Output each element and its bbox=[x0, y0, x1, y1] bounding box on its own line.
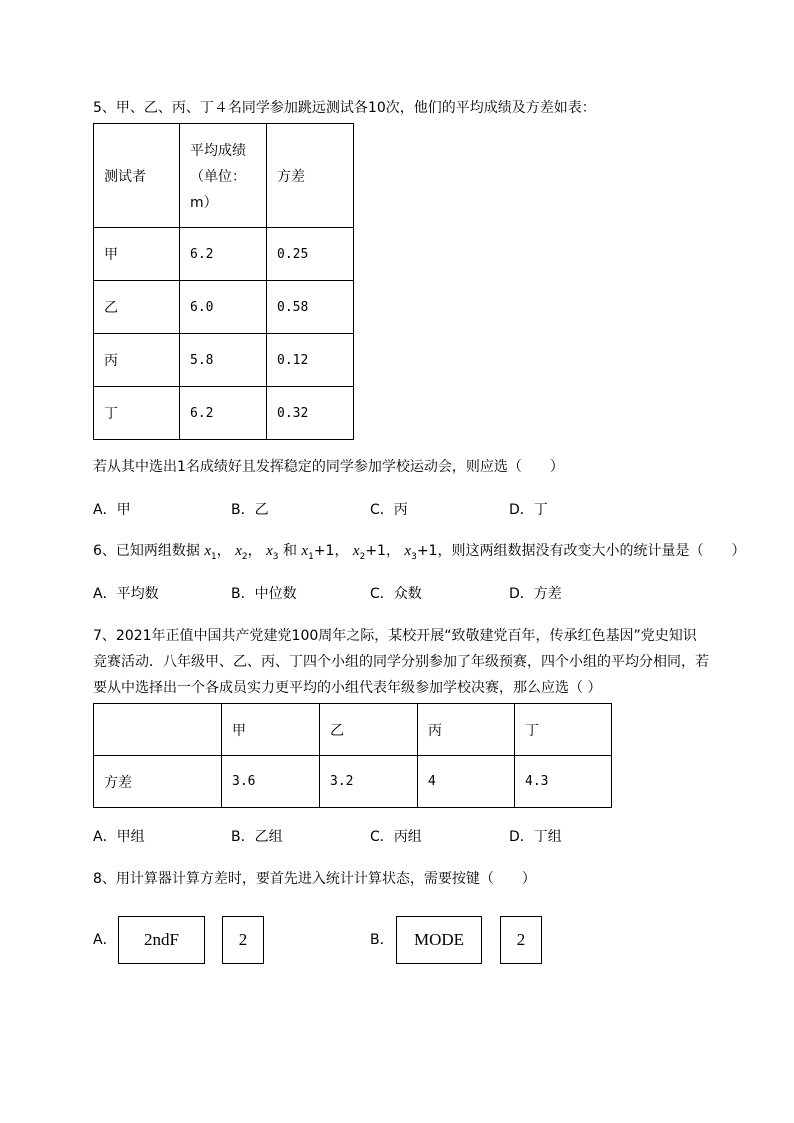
header-ding: 丁 bbox=[515, 704, 612, 756]
var-x: x bbox=[235, 543, 242, 559]
header-average-l3: m） bbox=[190, 194, 218, 211]
q7-line1: 7、2021年正值中国共产党建党100周年之际，某校开展“致敬建党百年，传承红色基因”党史知识 bbox=[93, 628, 697, 644]
sub: 3 bbox=[411, 551, 417, 562]
cell-value: 3.2 bbox=[320, 756, 418, 808]
and: 和 bbox=[282, 543, 297, 559]
q5-option-d[interactable]: D．丁 bbox=[509, 502, 548, 518]
header-bing: 丙 bbox=[418, 704, 515, 756]
sub: 2 bbox=[359, 551, 366, 562]
table-header-row bbox=[94, 124, 354, 228]
header-blank bbox=[94, 704, 222, 756]
cell-var: 0.58 bbox=[267, 281, 354, 334]
q7-table bbox=[93, 703, 612, 808]
q7-option-a[interactable]: A．甲组 bbox=[93, 829, 145, 845]
sub: 1 bbox=[308, 551, 314, 562]
q6-option-c[interactable]: C．众数 bbox=[370, 586, 422, 602]
table-header-row bbox=[94, 704, 612, 756]
sep: ， bbox=[334, 543, 349, 559]
header-variance: 方差 bbox=[267, 124, 354, 228]
table-row bbox=[94, 334, 354, 387]
sep: ， bbox=[385, 543, 400, 559]
table-row bbox=[94, 281, 354, 334]
cell-value: 4.3 bbox=[515, 756, 612, 808]
var-x: x bbox=[404, 543, 412, 559]
var-x: x bbox=[352, 543, 360, 559]
q5-question: 若从其中选出1名成绩好且发挥稳定的同学参加学校运动会，则应选（ ） bbox=[93, 459, 564, 475]
q7-option-c[interactable]: C．丙组 bbox=[370, 829, 422, 845]
q6-suffix: ，则这两组数据没有改变大小的统计量是（ ） bbox=[437, 543, 746, 559]
header-average-l2: （单位： bbox=[190, 168, 246, 185]
key-2[interactable]: 2 bbox=[500, 916, 542, 964]
sub: 2 bbox=[241, 551, 248, 562]
table-row bbox=[94, 228, 354, 281]
header-average bbox=[180, 124, 267, 228]
header-jia: 甲 bbox=[222, 704, 320, 756]
q8-option-a-label[interactable]: A． bbox=[93, 932, 117, 948]
cell-var: 0.12 bbox=[267, 334, 354, 387]
var-x: x bbox=[301, 543, 309, 559]
cell-var: 0.25 bbox=[267, 228, 354, 281]
q8-option-b-label[interactable]: B． bbox=[370, 932, 394, 948]
cell-name: 甲 bbox=[94, 228, 180, 281]
sub: 3 bbox=[272, 551, 279, 562]
cell-avg: 6.2 bbox=[180, 228, 267, 281]
header-yi: 乙 bbox=[320, 704, 418, 756]
q7-option-d[interactable]: D．丁组 bbox=[509, 829, 562, 845]
q8-stem: 8、用计算器计算方差时，要首先进入统计计算状态，需要按键（ ） bbox=[93, 871, 536, 887]
cell-avg: 5.8 bbox=[180, 334, 267, 387]
q6-option-d[interactable]: D．方差 bbox=[509, 586, 562, 602]
cell-avg: 6.2 bbox=[180, 387, 267, 440]
q6-stem bbox=[93, 541, 745, 567]
key-mode[interactable]: MODE bbox=[396, 916, 482, 964]
header-average-l1: 平均成绩 bbox=[190, 142, 246, 159]
sep: ， bbox=[216, 543, 231, 559]
cell-var: 0.32 bbox=[267, 387, 354, 440]
q6-prefix: 6、已知两组数据 bbox=[93, 543, 200, 559]
q5-option-a[interactable]: A．甲 bbox=[93, 502, 131, 518]
key-2[interactable]: 2 bbox=[222, 916, 264, 964]
q5-table bbox=[93, 123, 354, 440]
sub: 1 bbox=[211, 551, 217, 562]
table-row bbox=[94, 387, 354, 440]
table-row bbox=[94, 756, 612, 808]
var-x: x bbox=[266, 543, 273, 559]
cell-name: 丙 bbox=[94, 334, 180, 387]
q7-line2: 竞赛活动．八年级甲、乙、丙、丁四个小组的同学分别参加了年级预赛，四个小组的平均分相同，若 bbox=[93, 654, 709, 670]
q6-option-b[interactable]: B．中位数 bbox=[231, 586, 297, 602]
q7-line3: 要从中选择出一个各成员实力更平均的小组代表年级参加学校决赛，那么应选（ ） bbox=[93, 680, 602, 696]
var-x: x bbox=[204, 543, 212, 559]
q6-option-a[interactable]: A．平均数 bbox=[93, 586, 159, 602]
q7-option-b[interactable]: B．乙组 bbox=[231, 829, 283, 845]
header-tester: 测试者 bbox=[94, 124, 180, 228]
cell-avg: 6.0 bbox=[180, 281, 267, 334]
cell-name: 乙 bbox=[94, 281, 180, 334]
plus1: +1 bbox=[313, 543, 335, 559]
cell-value: 3.6 bbox=[222, 756, 320, 808]
sep: ， bbox=[247, 543, 262, 559]
cell-value: 4 bbox=[418, 756, 515, 808]
q5-option-b[interactable]: B．乙 bbox=[231, 502, 269, 518]
row-label: 方差 bbox=[94, 756, 222, 808]
plus1: +1 bbox=[365, 543, 386, 559]
cell-name: 丁 bbox=[94, 387, 180, 440]
key-2ndf[interactable]: 2ndF bbox=[118, 916, 205, 964]
q5-stem: 5、甲、乙、丙、丁４名同学参加跳远测试各10次，他们的平均成绩及方差如表： bbox=[93, 100, 596, 116]
q5-option-c[interactable]: C．丙 bbox=[370, 502, 408, 518]
plus1: +1 bbox=[416, 543, 438, 559]
